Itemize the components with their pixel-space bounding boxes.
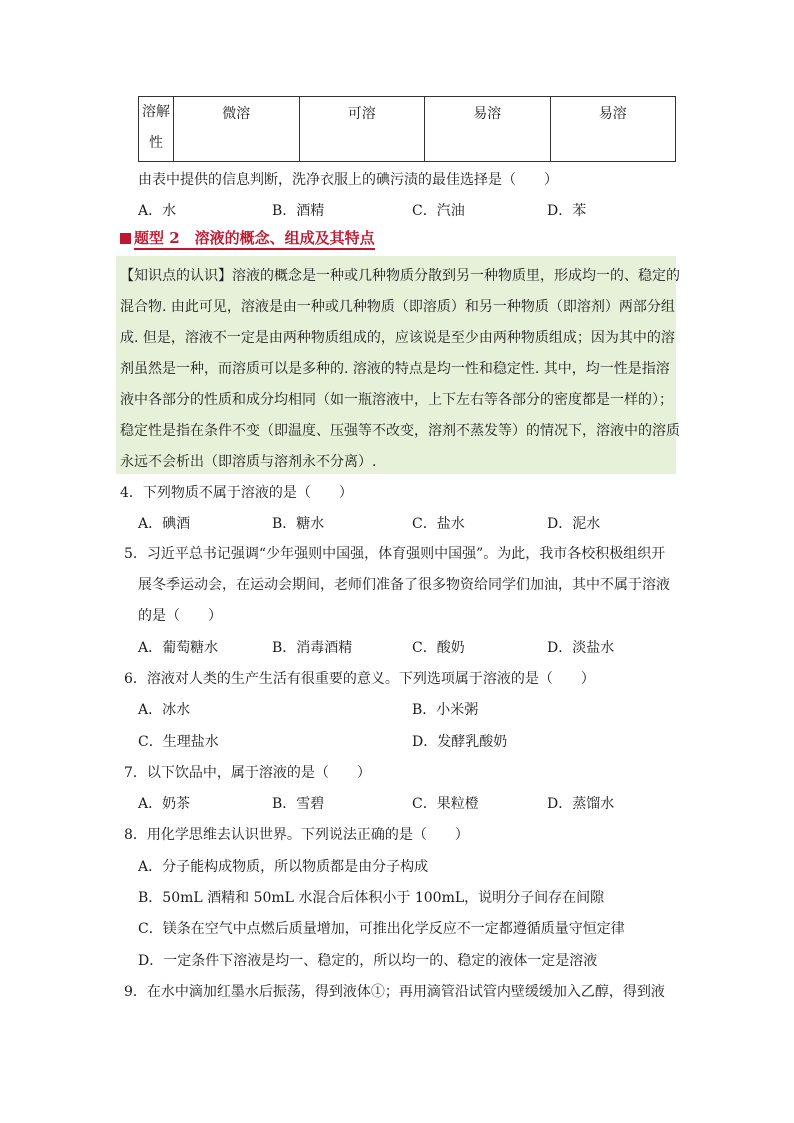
option-b: B．小米粥	[412, 702, 479, 718]
option-a: A．水	[138, 203, 177, 219]
knowledge-line: 剂虽然是一种，而溶质可以是多种的. 溶液的特点是均一性和稳定性. 其中，均一性是指溶	[120, 361, 670, 377]
option-c: C．盐水	[412, 516, 465, 532]
question-9-stem: 9．在水中滴加红墨水后振荡，得到液体①；再用滴管沿试管内壁缓缓加入乙醇，得到液	[124, 984, 665, 1000]
option-c: C．生理盐水	[138, 734, 219, 750]
question-5-line: 的是（ ）	[138, 608, 222, 624]
question-6-stem: 6．溶液对人类的生产生活有很重要的意义。下列选项属于溶液的是（ ）	[124, 671, 595, 687]
option-b: B．酒精	[272, 203, 325, 219]
table-cell: 易溶	[550, 97, 676, 162]
question-stem: 由表中提供的信息判断，洗净衣服上的碘污渍的最佳选择是（ ）	[138, 172, 558, 188]
table-cell: 易溶	[425, 97, 551, 162]
option-d: D．苯	[547, 203, 587, 219]
knowledge-line: 【知识点的认识】溶液的概念是一种或几种物质分散到另一种物质里，形成均一的、稳定的	[120, 268, 680, 284]
option-c: C．酸奶	[412, 640, 465, 656]
option-b: B．消毒酒精	[272, 640, 353, 656]
solubility-table	[138, 96, 676, 162]
option-a: A．奶茶	[138, 796, 191, 812]
option-b: B．雪碧	[272, 796, 325, 812]
option-c: C．镁条在空气中点燃后质量增加，可推出化学反应不一定都遵循质量守恒定律	[138, 921, 625, 937]
question-7-stem: 7．以下饮品中，属于溶液的是（ ）	[124, 765, 371, 781]
knowledge-box	[116, 256, 680, 474]
option-d: D．泥水	[547, 516, 601, 532]
question-4-stem: 4．下列物质不属于溶液的是（ ）	[120, 485, 353, 501]
question-5-line: 5．习近平总书记强调“少年强则中国强，体育强则中国强”。为此，我市各校积极组织开	[124, 546, 666, 562]
option-d: D．淡盐水	[547, 640, 615, 656]
table-header-line1: 溶解	[142, 104, 170, 120]
option-a: A．冰水	[138, 702, 191, 718]
option-d: D．发酵乳酸奶	[412, 734, 508, 750]
option-d: D．一定条件下溶液是均一、稳定的，所以均一的、稳定的液体一定是溶液	[138, 953, 598, 969]
knowledge-line: 稳定性是指在条件不变（即温度、压强等不改变，溶剂不蒸发等）的情况下，溶液中的溶质	[120, 423, 680, 439]
section-title: 题型 2 溶液的概念、组成及其特点	[134, 229, 375, 250]
table-row-header	[139, 97, 174, 162]
knowledge-line: 液中各部分的性质和成分均相同（如一瓶溶液中，上下左右等各部分的密度都是一样的）；	[120, 392, 673, 408]
option-a: A．分子能构成物质，所以物质都是由分子构成	[138, 859, 429, 875]
option-b: B．糖水	[272, 516, 325, 532]
option-a: A．葡萄糖水	[138, 640, 219, 656]
option-c: C．汽油	[412, 203, 465, 219]
knowledge-line: 混合物. 由此可见，溶液是由一种或几种物质（即溶质）和另一种物质（即溶剂）两部分组	[120, 299, 675, 315]
knowledge-line: 永远不会析出（即溶质与溶剂永不分离）.	[120, 454, 377, 470]
option-d: D．蒸馏水	[547, 796, 615, 812]
knowledge-line: 成. 但是，溶液不一定是由两种物质组成的，应该说是至少由两种物质组成；因为其中的溶	[120, 330, 675, 346]
table-cell: 微溶	[174, 97, 300, 162]
square-bullet-icon	[120, 233, 131, 244]
question-8-stem: 8．用化学思维去认识世界。下列说法正确的是（ ）	[124, 827, 469, 843]
table-header-line2: 性	[149, 135, 163, 151]
option-b: B．50mL 酒精和 50mL 水混合后体积小于 100mL，说明分子间存在间隙	[138, 890, 605, 906]
section-heading	[120, 227, 375, 247]
option-c: C．果粒橙	[412, 796, 479, 812]
table-cell: 可溶	[299, 97, 425, 162]
question-5-line: 展冬季运动会，在运动会期间，老师们准备了很多物资给同学们加油，其中不属于溶液	[138, 577, 670, 593]
option-a: A．碘酒	[138, 516, 191, 532]
